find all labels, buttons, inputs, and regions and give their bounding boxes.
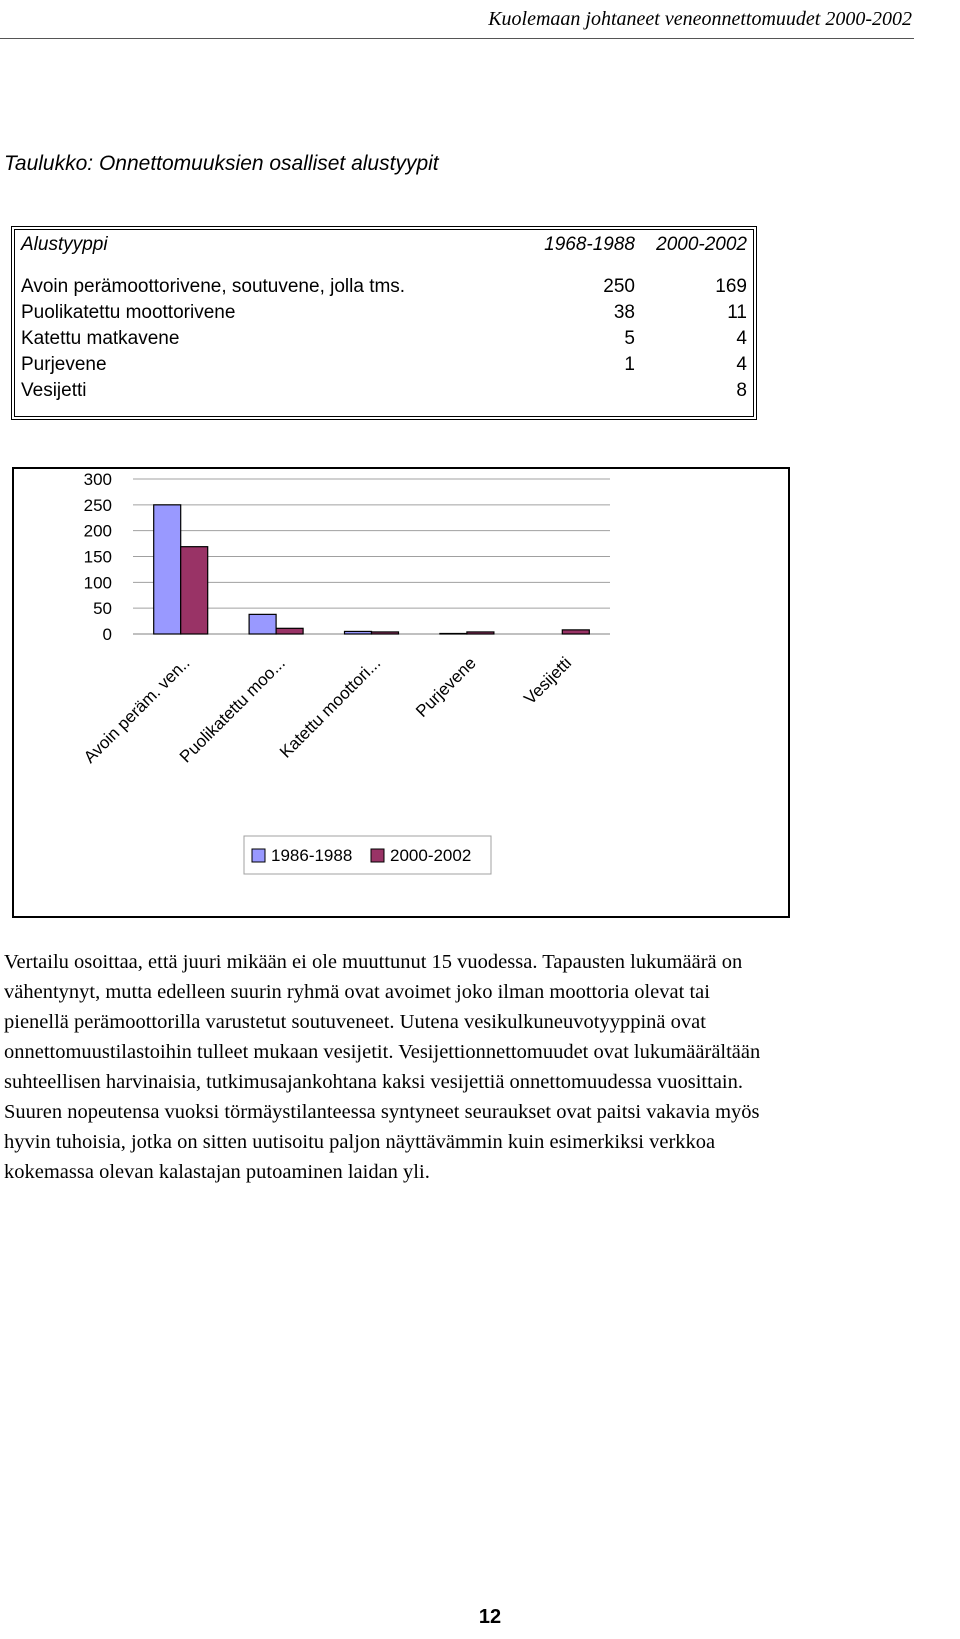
bar-series1	[345, 631, 372, 634]
table-cell: 169	[715, 276, 747, 297]
data-table	[14, 229, 754, 417]
table-header-row	[15, 230, 753, 260]
table-row	[15, 300, 753, 326]
table-header-cell: 2000-2002	[656, 234, 747, 255]
x-tick-label: Katettu moottori...	[276, 653, 385, 762]
bar-series2	[276, 628, 303, 634]
x-tick-label: Vesijetti	[520, 653, 576, 709]
y-tick-label: 0	[102, 625, 112, 644]
table-cell: 250	[603, 276, 635, 297]
table-row	[15, 326, 753, 352]
x-tick-label: Purjevene	[412, 653, 480, 721]
table-caption: Taulukko: Onnettomuuksien osalliset alustyypit	[4, 152, 439, 175]
x-tick-label: Avoin peräm. ven..	[80, 653, 194, 767]
table-cell: 1	[624, 354, 635, 375]
table-cell: Katettu matkavene	[21, 328, 180, 349]
table-cell: Avoin perämoottorivene, soutuvene, jolla tms.	[21, 276, 406, 297]
body-line: Suuren nopeutensa vuoksi törmäystilanteessa syntyneet seuraukset ovat paitsi vakavia myös	[4, 1101, 760, 1123]
legend-swatch	[252, 849, 265, 862]
y-tick-label: 150	[83, 547, 112, 567]
bar-series1	[440, 633, 467, 634]
table-cell: 4	[736, 328, 747, 349]
bar-series2	[562, 630, 589, 634]
y-tick-label: 100	[83, 573, 112, 593]
legend-swatch	[371, 849, 384, 862]
table-header-cell: 1968-1988	[544, 234, 635, 255]
bar-series2	[372, 632, 399, 634]
bar-series2	[467, 632, 494, 634]
y-tick-label: 50	[93, 599, 112, 619]
table-cell: 11	[727, 302, 747, 323]
x-tick-label: Puolikatettu moo...	[175, 653, 289, 767]
y-tick-label: 300	[83, 470, 112, 489]
bar-series1	[154, 505, 181, 634]
table-cell: Purjevene	[21, 354, 107, 375]
y-tick-label: 250	[83, 495, 112, 515]
table-cell: 4	[736, 354, 747, 375]
table-row	[15, 352, 753, 378]
table-cell: 5	[624, 328, 635, 349]
body-line: onnettomuustilastoihin tulleet mukaan vesijetit. Vesijettionnettomuudet ovat lukumäärältään	[4, 1041, 761, 1063]
table-cell: Puolikatettu moottorivene	[21, 302, 236, 323]
table-cell: 38	[613, 302, 635, 323]
body-line: vähentynyt, mutta edelleen suurin ryhmä ovat avoimet joko ilman moottoria olevat tai	[4, 981, 710, 1003]
table-row	[15, 274, 753, 300]
body-line: kokemassa olevan kalastajan putoaminen laidan yli.	[4, 1161, 430, 1183]
table-cell	[479, 378, 641, 404]
bar-chart-canvas	[14, 469, 788, 916]
legend-label: 1986-1988	[271, 846, 353, 865]
body-line: suhteellisen harvinaisia, tutkimusajankohtana kaksi vesijettiä onnettomuudessa vuosittain.	[4, 1071, 743, 1093]
table-cell: 8	[736, 380, 747, 401]
body-line: hyvin tuhoisia, jotka on sitten uutisoitu paljon näyttävämmin kuin esimerkiksi verkkoa	[4, 1131, 716, 1153]
y-tick-label: 200	[83, 521, 112, 541]
bar-series2	[181, 547, 208, 634]
legend-label: 2000-2002	[390, 846, 472, 865]
body-paragraph	[4, 947, 922, 1187]
body-line: Vertailu osoittaa, että juuri mikään ei ole muuttunut 15 vuodessa. Tapausten lukumäärä on	[4, 951, 743, 973]
page-number: 12	[478, 1606, 502, 1628]
bar-series1	[249, 614, 276, 634]
body-line: pienellä perämoottorilla varustetut soutuveneet. Uutena vesikulkuneuvotyyppinä ovat	[4, 1011, 706, 1033]
running-header: Kuolemaan johtaneet veneonnettomuudet 2000-2002	[488, 8, 912, 30]
header-rule	[0, 38, 914, 39]
table-header-cell: Alustyyppi	[21, 234, 108, 255]
table-row	[15, 378, 753, 404]
table-cell: Vesijetti	[21, 380, 87, 401]
bar-chart	[12, 467, 790, 918]
